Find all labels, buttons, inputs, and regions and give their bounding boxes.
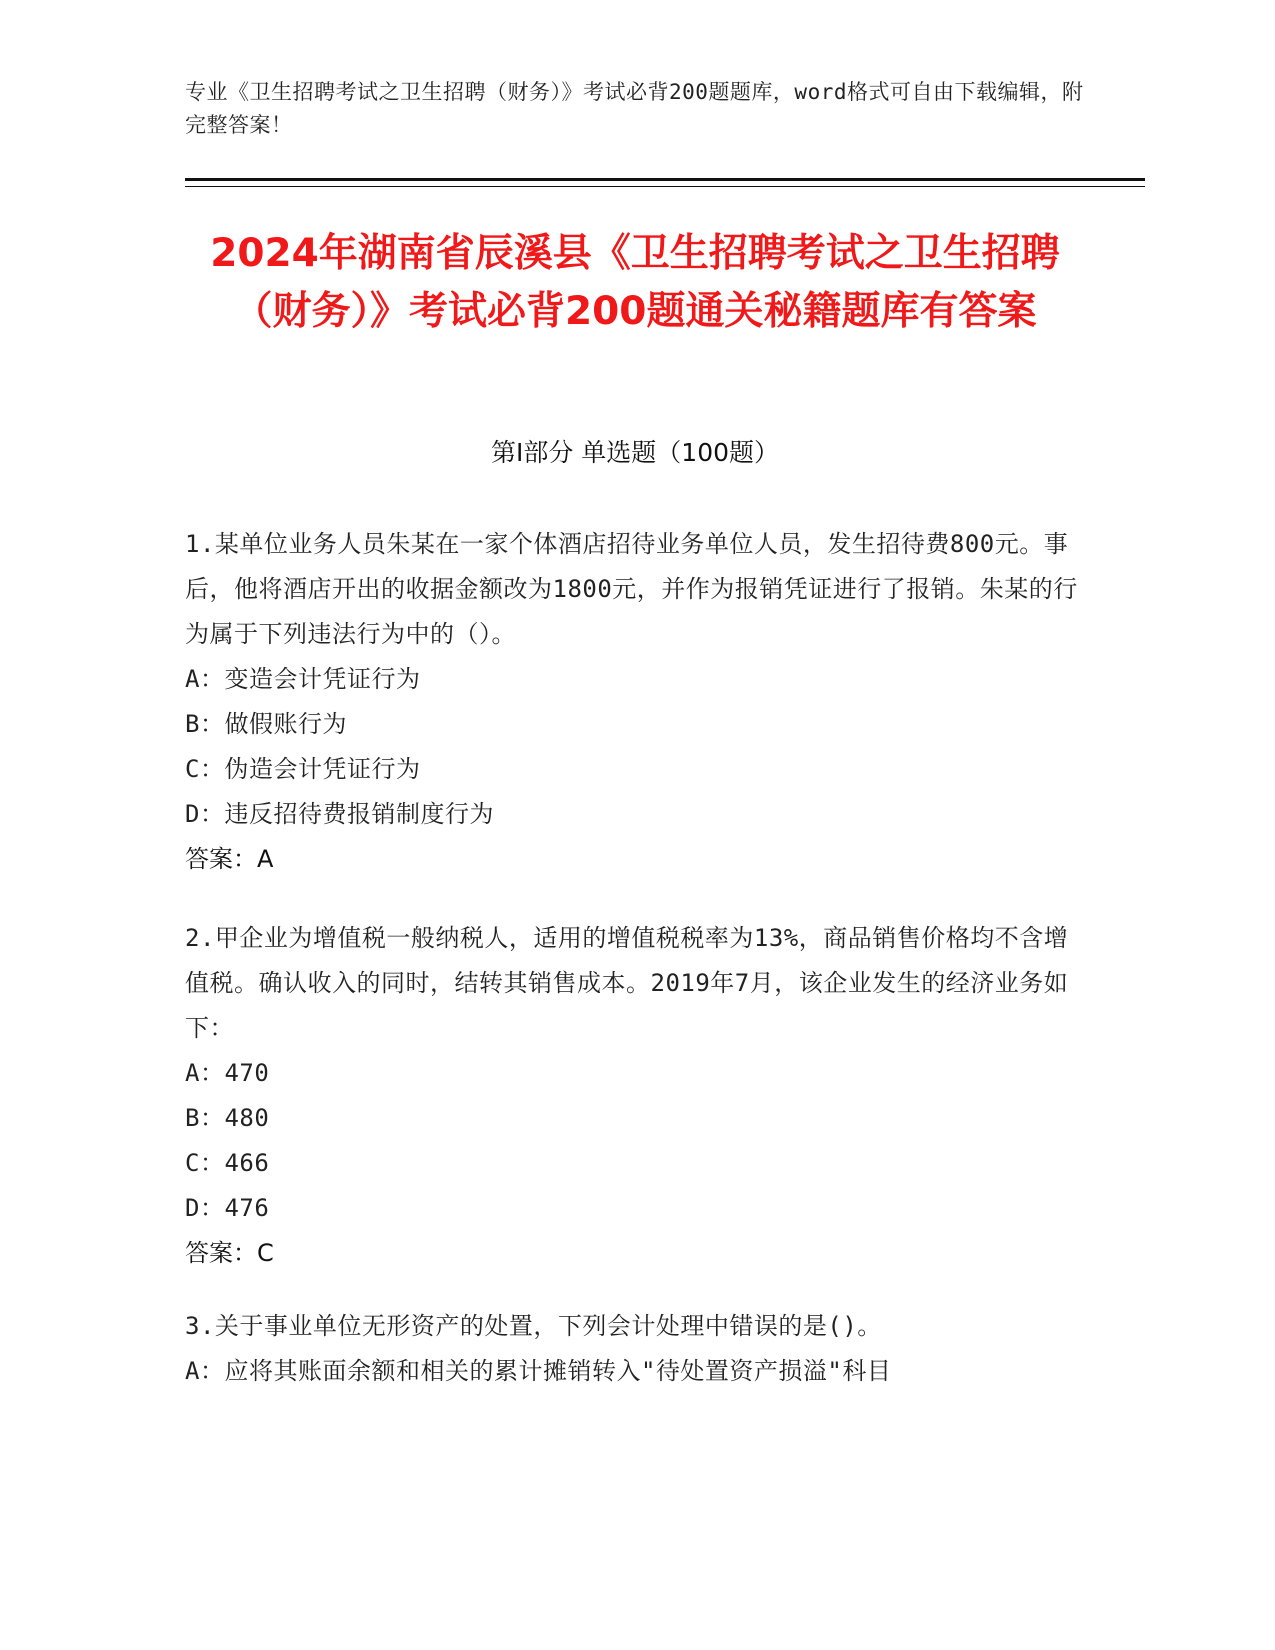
question-option-b: B：480 bbox=[185, 1104, 270, 1132]
question-option-d: D：476 bbox=[185, 1194, 270, 1222]
question-3 bbox=[185, 1304, 1085, 1394]
question-option-c: C：伪造会计凭证行为 bbox=[185, 755, 421, 783]
header-note: 专业《卫生招聘考试之卫生招聘（财务）》考试必背200题题库，word格式可自由下载编辑，附完整答案！ bbox=[185, 80, 1084, 137]
question-option-d: D：违反招待费报销制度行为 bbox=[185, 800, 494, 828]
header-divider-thick bbox=[185, 178, 1145, 181]
question-option-a: A：变造会计凭证行为 bbox=[185, 665, 421, 693]
section-heading: 第I部分 单选题（100题） bbox=[490, 438, 780, 467]
question-option-a: A：应将其账面余额和相关的累计摊销转入"待处置资产损溢"科目 bbox=[185, 1357, 892, 1385]
question-option-b: B：做假账行为 bbox=[185, 710, 347, 738]
header-divider-thin bbox=[185, 186, 1145, 187]
question-stem: 3.关于事业单位无形资产的处置，下列会计处理中错误的是()。 bbox=[185, 1312, 882, 1340]
question-answer: 答案：C bbox=[185, 1239, 274, 1267]
document-title: 2024年湖南省辰溪县《卫生招聘考试之卫生招聘（财务）》考试必背200题通关秘籍题库有答案 bbox=[210, 231, 1060, 334]
question-1 bbox=[185, 522, 1085, 882]
question-option-a: A：470 bbox=[185, 1059, 270, 1087]
question-answer: 答案：A bbox=[185, 845, 274, 873]
question-stem: 1.某单位业务人员朱某在一家个体酒店招待业务单位人员，发生招待费800元。事后，他将酒店开出的收据金额改为1800元，并作为报销凭证进行了报销。朱某的行为属于下列违法行为中的（）。 bbox=[185, 530, 1078, 648]
question-2 bbox=[185, 916, 1085, 1276]
question-stem: 2.甲企业为增值税一般纳税人，适用的增值税税率为13%，商品销售价格均不含增值税。确认收入的同时，结转其销售成本。2019年7月，该企业发生的经济业务如下： bbox=[185, 924, 1069, 1042]
question-option-c: C：466 bbox=[185, 1149, 270, 1177]
